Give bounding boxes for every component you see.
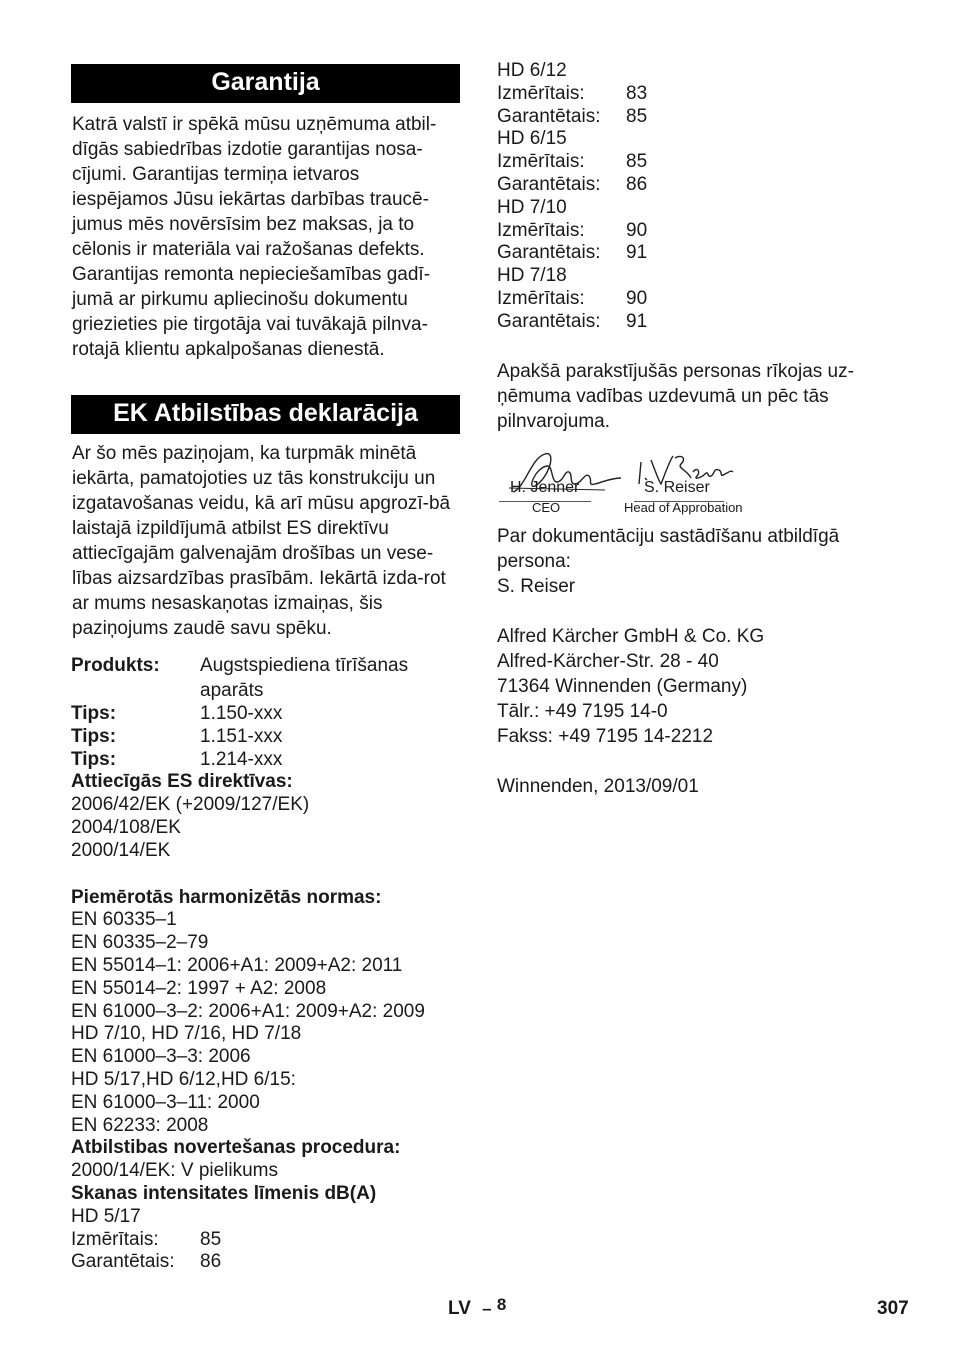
directive-item: 2004/108/EK — [71, 816, 181, 838]
norm-item: EN 61000–3–11: 2000 — [71, 1091, 260, 1113]
norm-item: EN 61000–3–2: 2006+A1: 2009+A2: 2009 — [71, 1000, 425, 1022]
guaranteed-label: Garantētais: — [497, 105, 601, 127]
type-row — [71, 749, 460, 772]
section-page-number: 8 — [496, 1295, 507, 1314]
signer2-name: S. Reiser — [644, 478, 710, 496]
product-block — [71, 653, 460, 1274]
type-row — [71, 703, 460, 726]
guaranteed-label: Garantētais: — [497, 242, 601, 264]
guaranteed-value: 91 — [626, 310, 648, 332]
type-label: Tips: — [71, 725, 117, 747]
type-value: 1.150-xxx — [200, 703, 283, 724]
sound-label: Skanas intensitates līmenis dB(A) — [71, 1182, 377, 1204]
type-row — [71, 726, 460, 749]
guaranteed-value: 91 — [626, 242, 648, 264]
sound-measured-row — [497, 151, 897, 174]
measured-label: Izmērītais: — [497, 151, 585, 173]
measured-label: Izmērītais: — [497, 219, 585, 241]
product-label: Produkts: — [71, 655, 160, 676]
sound-guaranteed-row — [497, 106, 897, 129]
declaration-text: Ar šo mēs paziņojam, ka turpmāk minētā iekārta, pamatojoties uz tās konstrukciju un izgatavošanas veidu, kā arī mūsu apgrozī-bā laistajā izpildījumā atbilst ES direktīvu attiecīgajām galvenajām drošības un vese-lības aizsardzības prasībām. Iekārtā izda-rot ar mums nesaskaņotas izmaiņas, šis paziņojums zaudē savu spēku. — [72, 443, 451, 639]
norm-item: EN 55014–2: 1997 + A2: 2008 — [71, 977, 327, 999]
guaranteed-value: 86 — [200, 1251, 222, 1273]
guaranteed-label: Garantētais: — [497, 310, 601, 332]
warranty-heading: Garantija — [71, 64, 460, 103]
measured-value: 83 — [626, 82, 648, 104]
signer1-role: CEO — [532, 499, 561, 515]
language-code: LV — [448, 1298, 471, 1319]
norm-item: EN 55014–1: 2006+A1: 2009+A2: 2011 — [71, 954, 403, 976]
norm-item: EN 60335–1 — [71, 909, 177, 931]
declaration-heading: EK Atbilstības deklarācija — [71, 395, 460, 434]
sound-model: HD 6/12 — [497, 60, 567, 81]
norm-item: HD 5/17,HD 6/12,HD 6/15: — [71, 1068, 296, 1090]
place-date: Winnenden, 2013/09/01 — [497, 775, 699, 797]
measured-value: 90 — [626, 287, 648, 309]
measured-value: 85 — [626, 151, 648, 173]
norms-label: Piemērotās harmonizētās normas: — [71, 886, 382, 908]
address-line: Tālr.: +49 7195 14-0 — [497, 700, 668, 722]
directives-label: Attiecīgās ES direktīvas: — [71, 771, 293, 793]
sound-measured-row — [497, 83, 897, 106]
sound-model: HD 7/10 — [497, 196, 567, 218]
sound-guaranteed-row — [497, 242, 897, 265]
address-line: Alfred-Kärcher-Str. 28 - 40 — [497, 650, 719, 672]
address-line: Alfred Kärcher GmbH & Co. KG — [497, 625, 765, 647]
norm-item: EN 60335–2–79 — [71, 932, 209, 954]
measured-value: 85 — [200, 1228, 222, 1250]
signer1-name: H. Jenner — [510, 478, 580, 496]
measured-label: Izmērītais: — [497, 287, 585, 309]
left-column — [71, 64, 460, 1274]
sound-measured-row — [497, 288, 897, 311]
sound-measured-row — [71, 1229, 460, 1252]
type-label: Tips: — [71, 703, 117, 724]
signer2-role: Head of Approbation — [624, 499, 743, 515]
norm-item: EN 62233: 2008 — [71, 1114, 209, 1136]
sound-guaranteed-row — [71, 1251, 460, 1274]
procedure-label: Atbilstibas novertešanas procedura: — [71, 1137, 401, 1159]
type-label: Tips: — [71, 748, 117, 770]
directive-item: 2006/42/EK (+2009/127/EK) — [71, 794, 310, 816]
doc-responsible: Par dokumentāciju sastādīšanu atbildīgā persona: — [497, 525, 840, 572]
measured-value: 90 — [626, 219, 648, 241]
guaranteed-value: 85 — [626, 105, 648, 127]
guaranteed-label: Garantētais: — [71, 1251, 175, 1273]
guaranteed-value: 86 — [626, 173, 648, 195]
sound-guaranteed-row — [497, 311, 897, 334]
measured-label: Izmērītais: — [497, 82, 585, 104]
norm-item: HD 7/10, HD 7/16, HD 7/18 — [71, 1023, 302, 1045]
sound-model: HD 7/18 — [497, 265, 567, 287]
directive-item: 2000/14/EK — [71, 839, 171, 861]
product-row — [71, 653, 460, 703]
doc-responsible-name: S. Reiser — [497, 575, 576, 597]
sound-guaranteed-row — [497, 174, 897, 197]
page-number: 307 — [877, 1298, 909, 1319]
type-value: 1.151-xxx — [200, 725, 283, 747]
sound-model: HD 6/15 — [497, 128, 567, 150]
footer-dash: – — [482, 1299, 492, 1318]
sound-measured-row — [497, 220, 897, 243]
procedure-value: 2000/14/EK: V pielikums — [71, 1160, 279, 1182]
sound-model: HD 5/17 — [71, 1205, 141, 1227]
address-line: 71364 Winnenden (Germany) — [497, 675, 748, 697]
address-line: Fakss: +49 7195 14-2212 — [497, 725, 714, 747]
right-column — [497, 60, 897, 799]
sound-levels-block — [497, 60, 897, 334]
type-value: 1.214-xxx — [200, 748, 283, 770]
signature-area — [497, 448, 897, 548]
warranty-text: Katrā valstī ir spēkā mūsu uzņēmuma atbil-dīgās sabiedrības izdotie garantijas nosa-cījumi. Garantijas termiņa ietvaros iespējamos Jūsu iekārtas darbības traucē-jumus mēs novērsīsim bez maksas, ja to cēlonis ir materiāla vai ražošanas defekts. Garantijas remonta nepieciešamības gadī-jumā ar pirkumu apliecinošu dokumentu griezieties pie tirgotāja vai tuvākajā pilnva-rotajā klientu apkalpošanas dienestā. — [72, 114, 437, 360]
norm-item: EN 61000–3–3: 2006 — [71, 1046, 251, 1068]
measured-label: Izmērītais: — [71, 1228, 159, 1250]
product-value: Augstspiediena tīrīšanas aparāts — [200, 655, 409, 701]
guaranteed-label: Garantētais: — [497, 173, 601, 195]
footer-language — [448, 1295, 507, 1320]
address-block — [497, 624, 897, 749]
signers-intro: Apakšā parakstījušās personas rīkojas uz-ņēmuma vadības uzdevumā un pēc tās pilnvarojuma. — [497, 360, 854, 432]
